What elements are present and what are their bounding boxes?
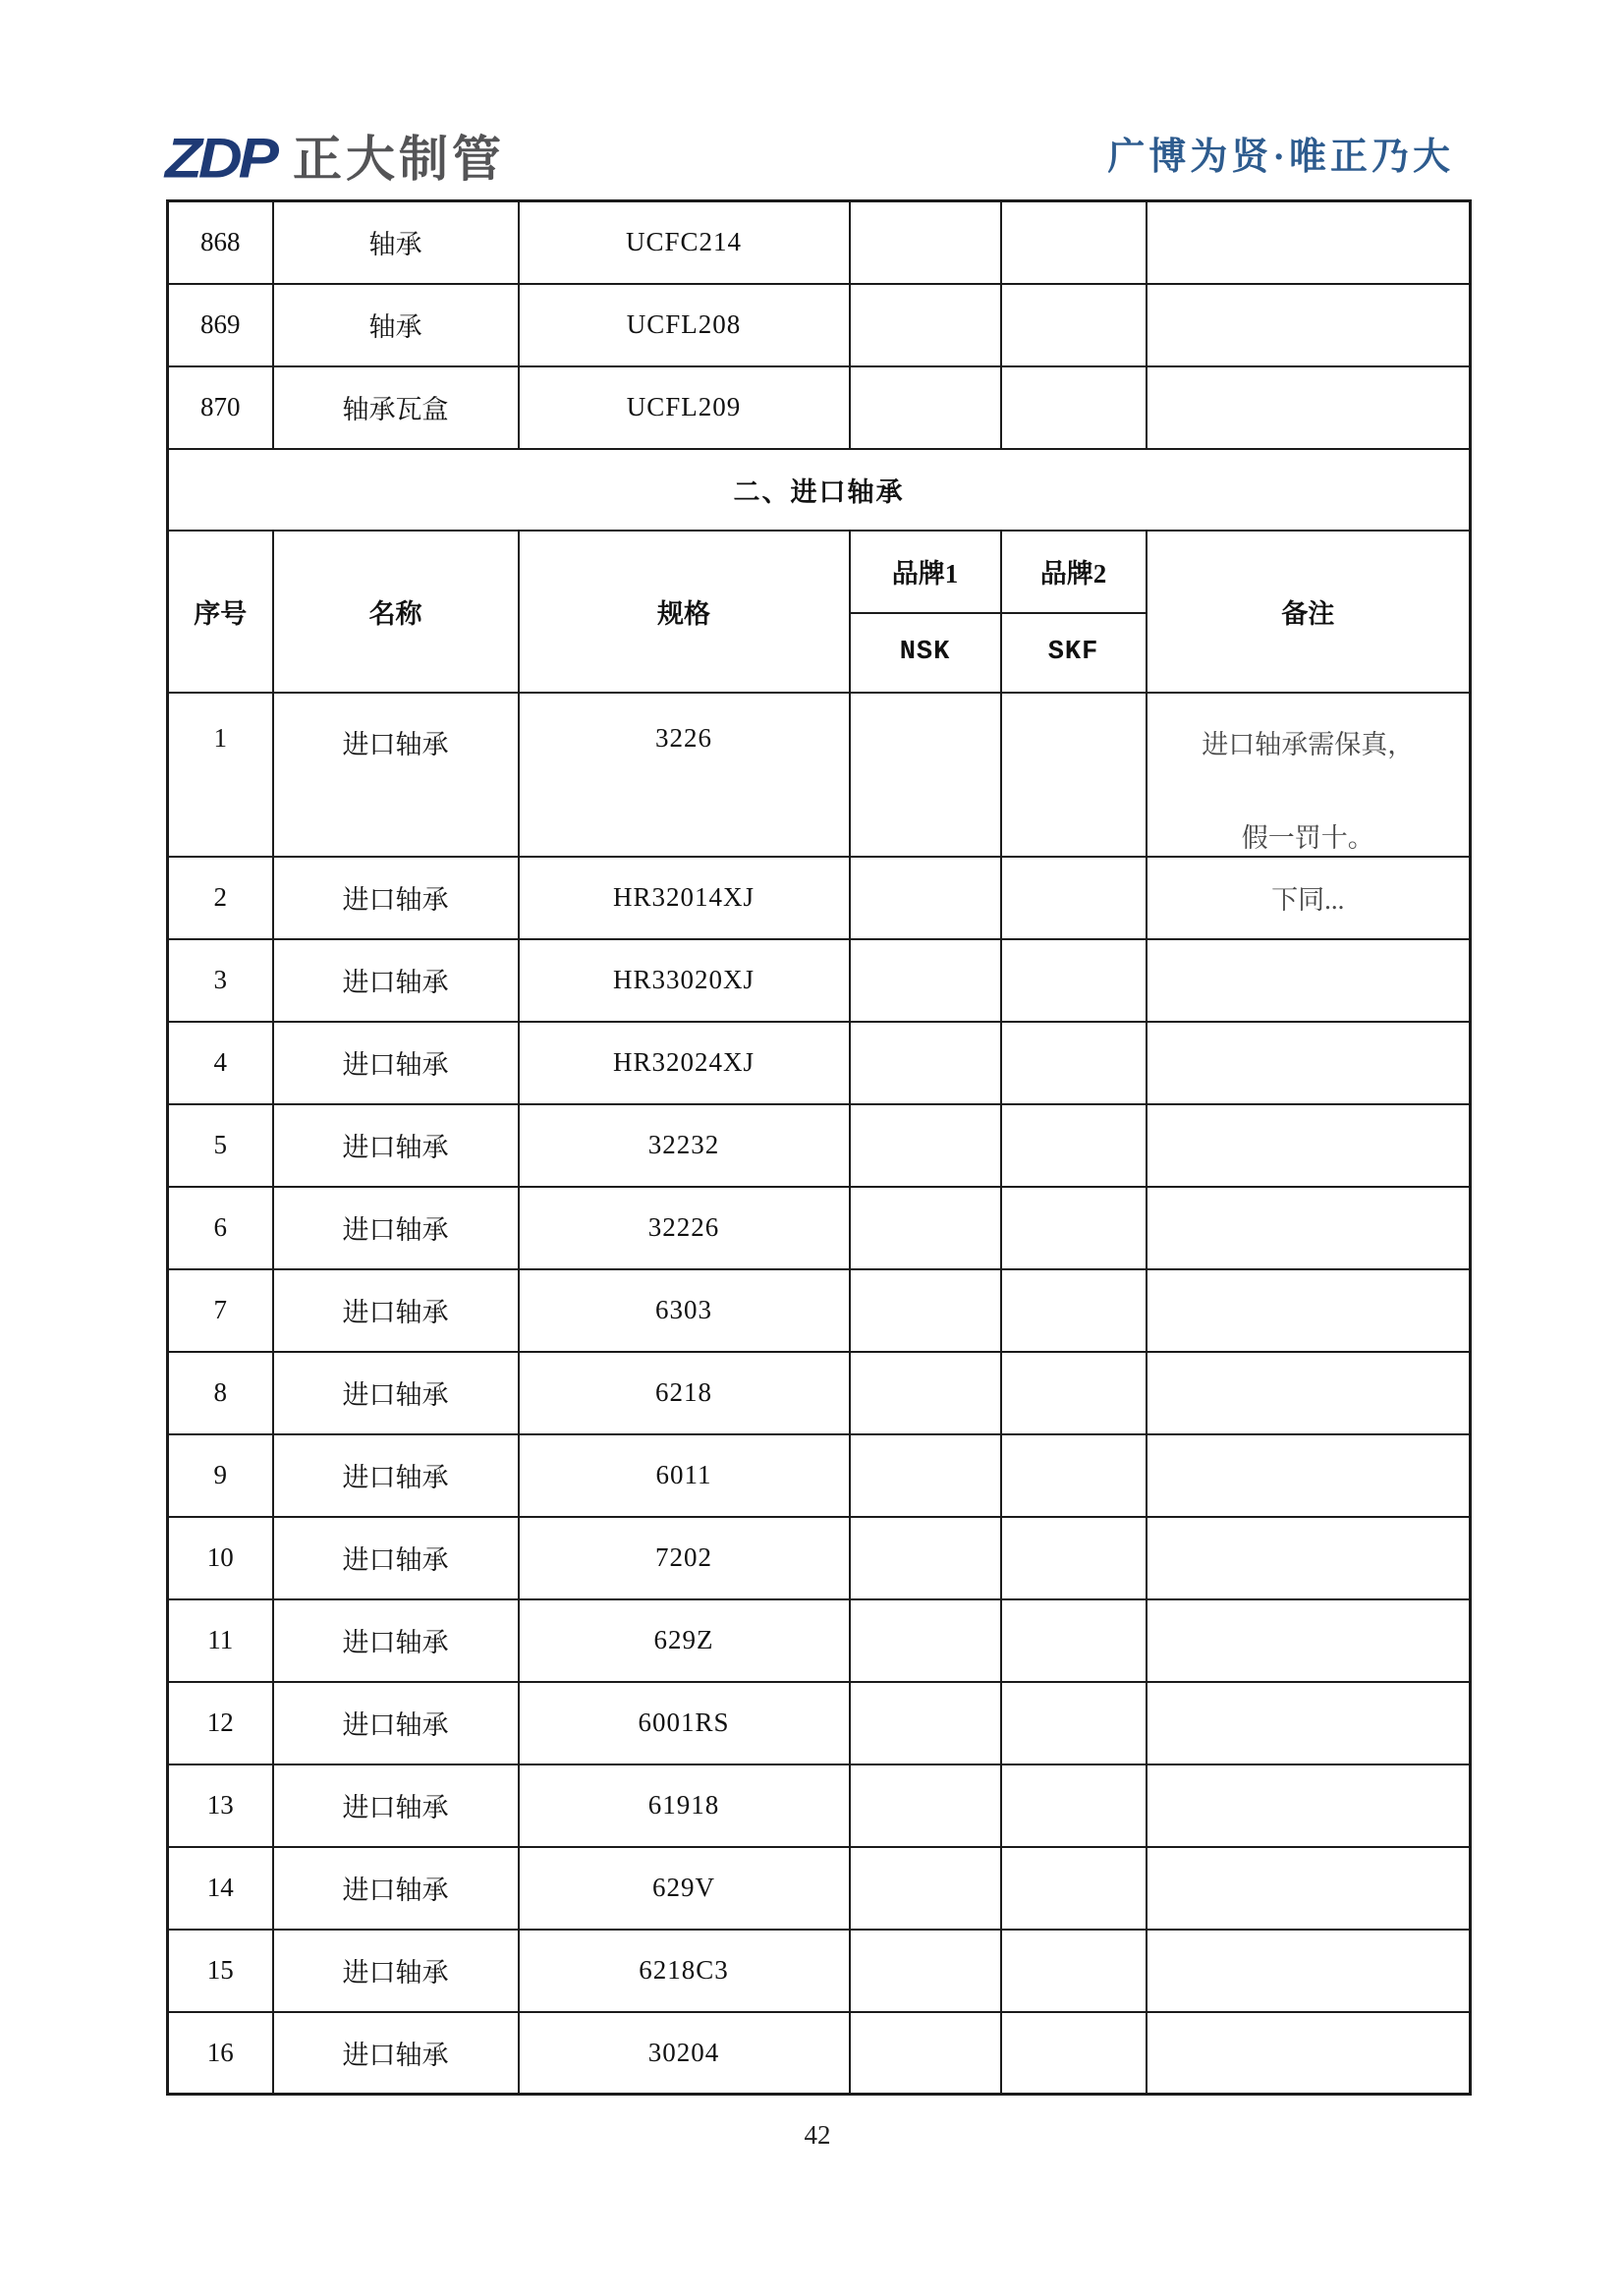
- cell-no: 15: [168, 1930, 273, 2012]
- cell-no: 1: [168, 693, 273, 857]
- cell-remark: [1147, 693, 1471, 857]
- company-motto: 广博为贤·唯正乃大: [1107, 137, 1454, 178]
- cell-brand1: [850, 693, 1001, 857]
- cell-remark: [1147, 1599, 1471, 1682]
- cell-name: 进口轴承: [273, 1434, 519, 1517]
- cell-spec: 7202: [519, 1517, 850, 1599]
- cell-name: 进口轴承: [273, 2012, 519, 2095]
- table-row: [168, 1847, 1471, 1930]
- cell-spec: 3226: [519, 693, 850, 857]
- cell-brand2: [1001, 693, 1147, 857]
- cell-name: 进口轴承: [273, 1599, 519, 1682]
- section-title: 二、进口轴承: [168, 449, 1471, 531]
- table-row: [168, 1764, 1471, 1847]
- cell-brand1: [850, 1022, 1001, 1104]
- cell-brand1: [850, 1187, 1001, 1269]
- cell-spec: 61918: [519, 1764, 850, 1847]
- cell-brand1: [850, 201, 1001, 284]
- company-logo: [165, 124, 505, 195]
- cell-spec: 6011: [519, 1434, 850, 1517]
- cell-brand1: [850, 939, 1001, 1022]
- cell-name: 进口轴承: [273, 1104, 519, 1187]
- cell-spec: HR32014XJ: [519, 857, 850, 939]
- cell-brand2: [1001, 366, 1147, 449]
- cell-spec: 30204: [519, 2012, 850, 2095]
- col-header-brand2: 品牌2: [1001, 531, 1147, 613]
- cell-remark: [1147, 366, 1471, 449]
- cell-no: 14: [168, 1847, 273, 1930]
- cell-name: 进口轴承: [273, 1764, 519, 1847]
- cell-remark: [1147, 1187, 1471, 1269]
- table-row: [168, 1599, 1471, 1682]
- cell-brand2: [1001, 1352, 1147, 1434]
- cell-remark: [1147, 1022, 1471, 1104]
- cell-remark: [1147, 2012, 1471, 2095]
- cell-brand2: [1001, 201, 1147, 284]
- cell-spec: 6001RS: [519, 1682, 850, 1764]
- cell-brand1: [850, 1764, 1001, 1847]
- cell-spec: 6303: [519, 1269, 850, 1352]
- cell-brand2: [1001, 1599, 1147, 1682]
- col-header-remark: 备注: [1147, 531, 1471, 693]
- cell-name: 进口轴承: [273, 1022, 519, 1104]
- table-row: [168, 1352, 1471, 1434]
- col-header-spec: 规格: [519, 531, 850, 693]
- cell-brand1: [850, 1104, 1001, 1187]
- cell-brand2: [1001, 857, 1147, 939]
- cell-remark: [1147, 1847, 1471, 1930]
- cell-brand2: [1001, 1022, 1147, 1104]
- brand2-name: SKF: [1001, 613, 1147, 693]
- cell-name: 进口轴承: [273, 693, 519, 857]
- remark-line: 进口轴承需保真，: [1202, 729, 1415, 759]
- cell-brand1: [850, 857, 1001, 939]
- cell-spec: HR32024XJ: [519, 1022, 850, 1104]
- cell-brand2: [1001, 1847, 1147, 1930]
- cell-no: 16: [168, 2012, 273, 2095]
- cell-remark: [1147, 1352, 1471, 1434]
- col-header-name: 名称: [273, 531, 519, 693]
- remark-line: 假一罚十。: [1241, 822, 1374, 853]
- table-row: [168, 1022, 1471, 1104]
- table-row: [168, 1187, 1471, 1269]
- cell-name: 轴承: [273, 201, 519, 284]
- cell-spec: UCFC214: [519, 201, 850, 284]
- table-row: [168, 857, 1471, 939]
- parts-table: [166, 199, 1472, 2096]
- cell-no: 869: [168, 284, 273, 366]
- cell-brand2: [1001, 939, 1147, 1022]
- header-row: [168, 531, 1471, 613]
- cell-no: 10: [168, 1517, 273, 1599]
- cell-no: 12: [168, 1682, 273, 1764]
- cell-no: 8: [168, 1352, 273, 1434]
- cell-name: 进口轴承: [273, 1269, 519, 1352]
- table-row: [168, 1930, 1471, 2012]
- cell-brand2: [1001, 1434, 1147, 1517]
- cell-name: 进口轴承: [273, 1517, 519, 1599]
- cell-spec: 32226: [519, 1187, 850, 1269]
- table-row: [168, 1434, 1471, 1517]
- table-row: [168, 1269, 1471, 1352]
- cell-brand2: [1001, 1764, 1147, 1847]
- cell-spec: 6218: [519, 1352, 850, 1434]
- cell-spec: UCFL208: [519, 284, 850, 366]
- page-number: 42: [804, 2120, 831, 2150]
- col-header-brand1: 品牌1: [850, 531, 1001, 613]
- cell-brand1: [850, 1599, 1001, 1682]
- table-row: [168, 1682, 1471, 1764]
- cell-name: 进口轴承: [273, 1930, 519, 2012]
- cell-no: 868: [168, 201, 273, 284]
- cell-brand2: [1001, 1104, 1147, 1187]
- cell-spec: UCFL209: [519, 366, 850, 449]
- cell-spec: 32232: [519, 1104, 850, 1187]
- cell-brand1: [850, 1434, 1001, 1517]
- cell-brand1: [850, 1682, 1001, 1764]
- cell-no: 4: [168, 1022, 273, 1104]
- table-row: [168, 2012, 1471, 2095]
- brand1-name: NSK: [850, 613, 1001, 693]
- cell-name: 进口轴承: [273, 1847, 519, 1930]
- cell-no: 6: [168, 1187, 273, 1269]
- cell-spec: 6218C3: [519, 1930, 850, 2012]
- cell-brand2: [1001, 1682, 1147, 1764]
- cell-no: 11: [168, 1599, 273, 1682]
- cell-brand2: [1001, 2012, 1147, 2095]
- cell-brand1: [850, 1847, 1001, 1930]
- cell-spec: 629V: [519, 1847, 850, 1930]
- cell-brand1: [850, 366, 1001, 449]
- cell-brand1: [850, 1269, 1001, 1352]
- table-row: [168, 201, 1471, 284]
- cell-no: 13: [168, 1764, 273, 1847]
- col-header-no: 序号: [168, 531, 273, 693]
- cell-no: 7: [168, 1269, 273, 1352]
- table-row: [168, 1517, 1471, 1599]
- cell-brand1: [850, 1352, 1001, 1434]
- cell-remark: [1147, 1269, 1471, 1352]
- zdp-logo-icon: ZDP: [165, 127, 275, 191]
- cell-brand1: [850, 1517, 1001, 1599]
- cell-no: 5: [168, 1104, 273, 1187]
- cell-remark: [1147, 201, 1471, 284]
- cell-remark: [1147, 1930, 1471, 2012]
- cell-name: 进口轴承: [273, 1682, 519, 1764]
- cell-remark: [1147, 284, 1471, 366]
- cell-no: 870: [168, 366, 273, 449]
- cell-remark: [1147, 939, 1471, 1022]
- cell-name: 进口轴承: [273, 1187, 519, 1269]
- table-row: [168, 939, 1471, 1022]
- cell-brand2: [1001, 1269, 1147, 1352]
- cell-brand1: [850, 1930, 1001, 2012]
- cell-brand2: [1001, 1187, 1147, 1269]
- table-row: [168, 693, 1471, 857]
- cell-brand2: [1001, 284, 1147, 366]
- cell-name: 轴承: [273, 284, 519, 366]
- cell-name: 进口轴承: [273, 939, 519, 1022]
- cell-spec: 629Z: [519, 1599, 850, 1682]
- cell-name: 轴承瓦盒: [273, 366, 519, 449]
- cell-no: 3: [168, 939, 273, 1022]
- cell-name: 进口轴承: [273, 857, 519, 939]
- cell-brand2: [1001, 1930, 1147, 2012]
- section-row: [168, 449, 1471, 531]
- cell-remark: [1147, 1104, 1471, 1187]
- company-name: 正大制管: [293, 132, 505, 187]
- cell-remark: [1147, 1517, 1471, 1599]
- cell-brand1: [850, 2012, 1001, 2095]
- table-row: [168, 284, 1471, 366]
- cell-brand1: [850, 284, 1001, 366]
- table-row: [168, 1104, 1471, 1187]
- cell-remark: 下同...: [1147, 857, 1471, 939]
- cell-name: 进口轴承: [273, 1352, 519, 1434]
- cell-no: 9: [168, 1434, 273, 1517]
- cell-remark: [1147, 1764, 1471, 1847]
- cell-spec: HR33020XJ: [519, 939, 850, 1022]
- cell-remark: [1147, 1682, 1471, 1764]
- cell-brand2: [1001, 1517, 1147, 1599]
- cell-remark: [1147, 1434, 1471, 1517]
- table-row: [168, 366, 1471, 449]
- cell-no: 2: [168, 857, 273, 939]
